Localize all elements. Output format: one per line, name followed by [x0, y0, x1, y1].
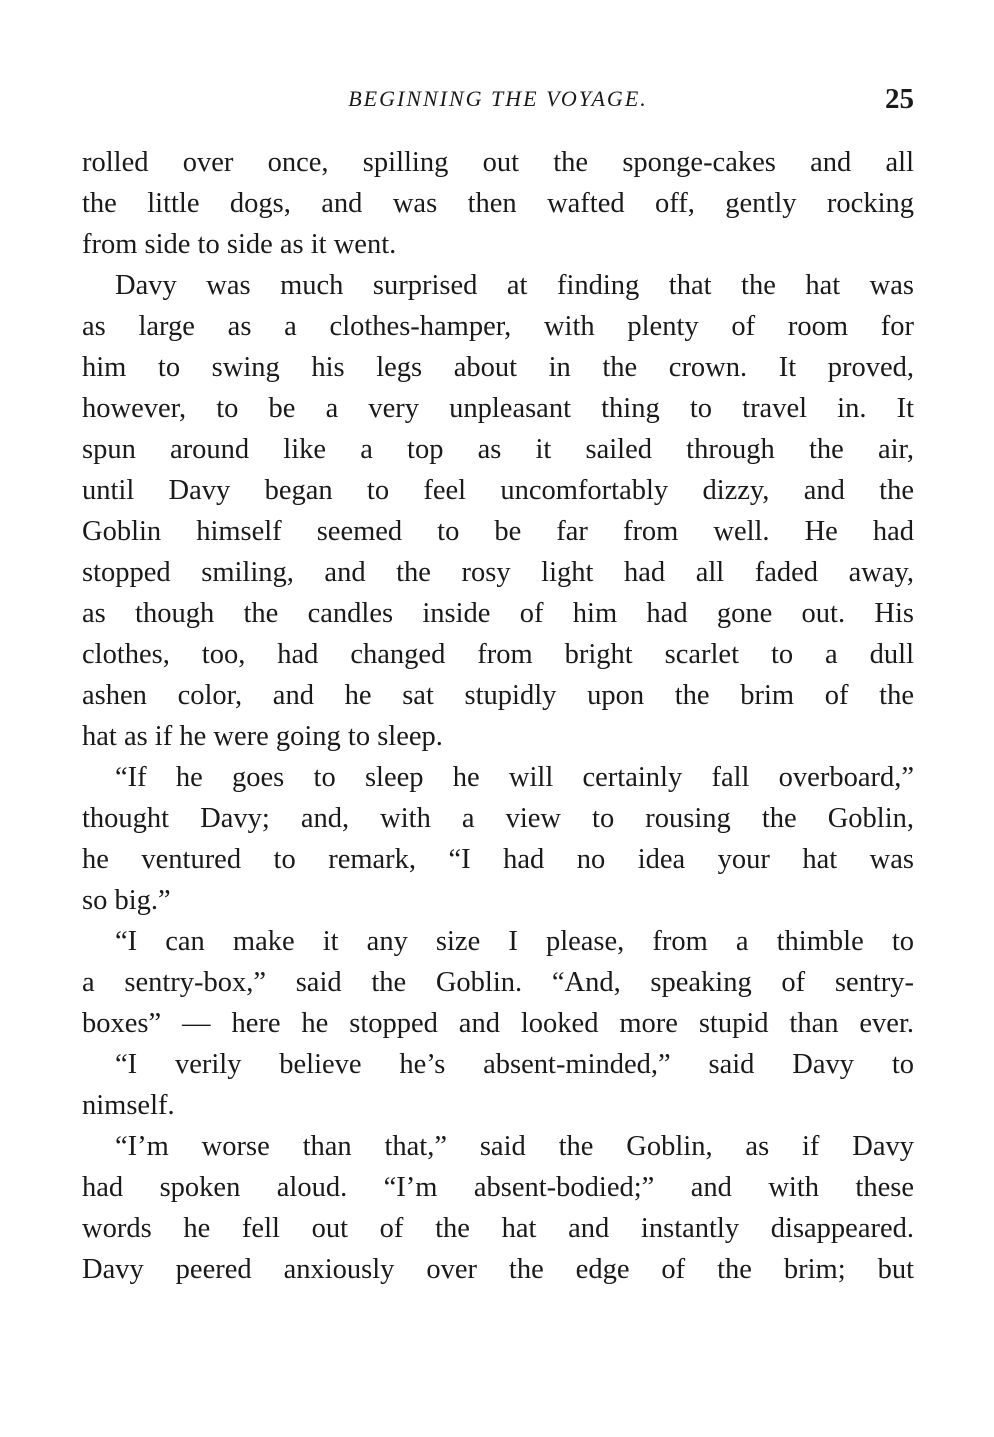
text-line: stopped smiling, and the rosy light had all faded away, [82, 557, 914, 588]
text-line: the little dogs, and was then wafted off, gently rocking [82, 188, 914, 219]
text-line: Davy was much surprised at finding that the hat was [115, 270, 914, 301]
text-line: as though the candles inside of him had gone out. His [82, 598, 914, 629]
body-text [82, 142, 914, 1290]
text-line: nimself. [82, 1090, 175, 1121]
text-line: a sentry-box,” said the Goblin. “And, speaking of sentry- [82, 967, 914, 998]
text-line: thought Davy; and, with a view to rousing the Goblin, [82, 803, 914, 834]
text-line: him to swing his legs about in the crown. It proved, [82, 352, 914, 383]
text-line: words he fell out of the hat and instantly disappeared. [82, 1213, 914, 1244]
text-line: from side to side as it went. [82, 229, 397, 260]
text-line: he ventured to remark, “I had no idea your hat was [82, 844, 914, 875]
running-head [82, 84, 914, 118]
text-line: until Davy began to feel uncomfortably dizzy, and the [82, 475, 914, 506]
text-line: had spoken aloud. “I’m absent-bodied;” and with these [82, 1172, 914, 1203]
text-line: hat as if he were going to sleep. [82, 721, 443, 752]
text-line: rolled over once, spilling out the sponge-cakes and all [82, 147, 914, 178]
text-line: “I can make it any size I please, from a thimble to [115, 926, 914, 957]
text-line: so big.” [82, 885, 171, 916]
text-line: clothes, too, had changed from bright scarlet to a dull [82, 639, 914, 670]
text-line: however, to be a very unpleasant thing to travel in. It [82, 393, 914, 424]
text-line: “If he goes to sleep he will certainly fall overboard,” [115, 762, 914, 793]
text-line: Goblin himself seemed to be far from well. He had [82, 516, 914, 547]
text-line: “I verily believe he’s absent-minded,” said Davy to [115, 1049, 914, 1080]
running-title: BEGINNING THE VOYAGE. [348, 86, 648, 111]
page-number: 25 [885, 83, 914, 115]
text-line: spun around like a top as it sailed through the air, [82, 434, 914, 465]
text-line: Davy peered anxiously over the edge of the brim; but [82, 1254, 914, 1285]
text-line: “I’m worse than that,” said the Goblin, as if Davy [115, 1131, 914, 1162]
text-line: ashen color, and he sat stupidly upon the brim of the [82, 680, 914, 711]
text-line: boxes” — here he stopped and looked more stupid than ever. [82, 1008, 914, 1039]
text-line: as large as a clothes-hamper, with plenty of room for [82, 311, 914, 342]
